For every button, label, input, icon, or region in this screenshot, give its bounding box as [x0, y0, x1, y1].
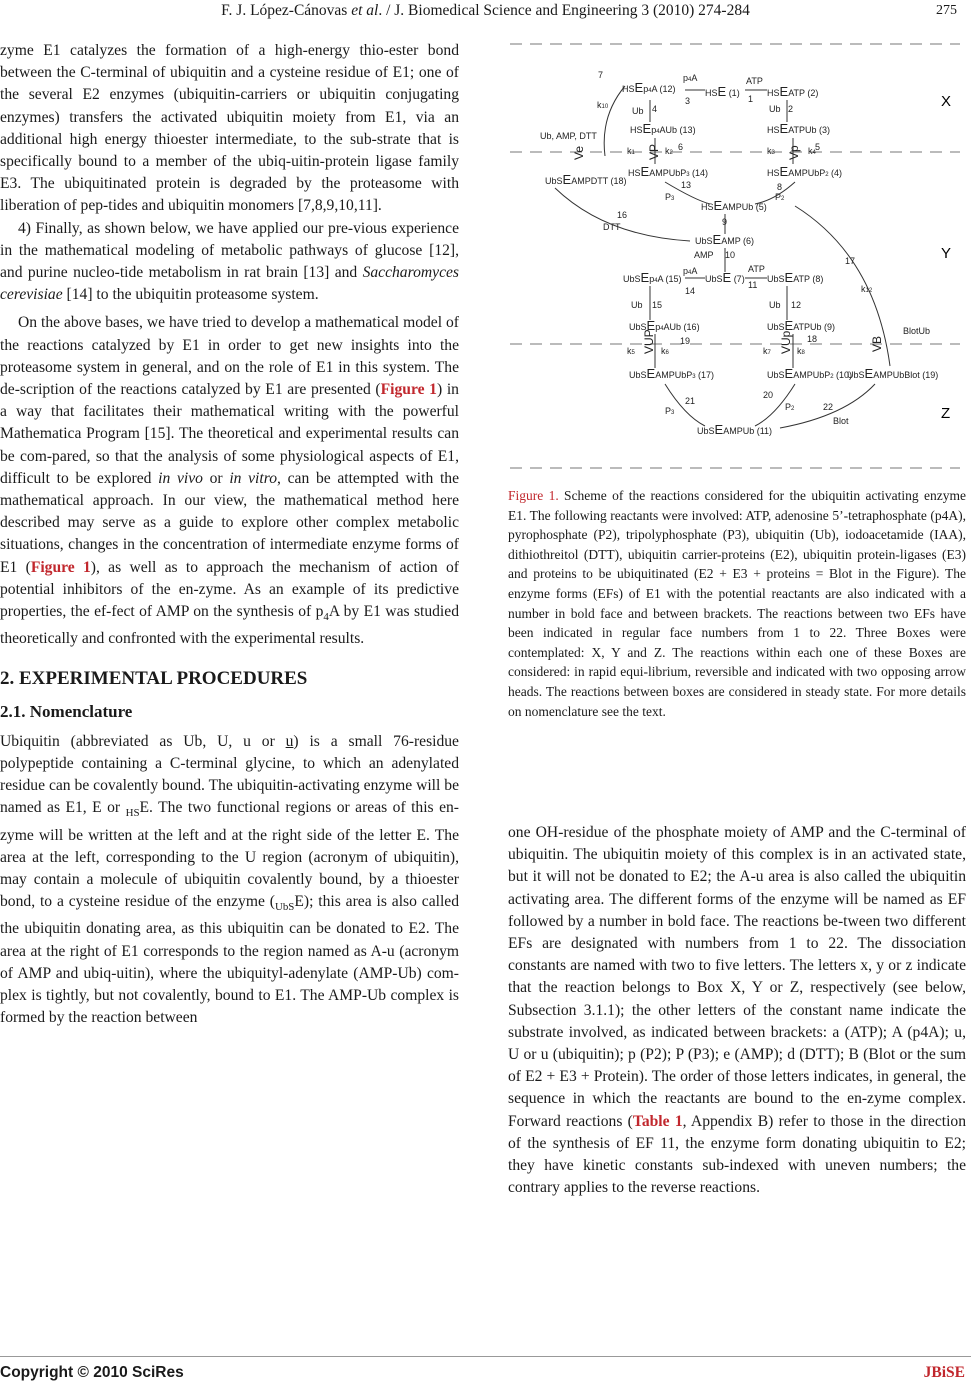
vp-label: VP [647, 143, 661, 160]
ef-13: HSEp4AUb (13) [630, 121, 696, 136]
rx-11: 11 [748, 280, 758, 290]
rx-8: 8 [777, 182, 783, 192]
rx-10: 10 [725, 250, 736, 260]
footer-copyright: Copyright © 2010 SciRes [0, 1364, 184, 1381]
rx-17: 17 [845, 256, 856, 266]
rx-12: 12 [791, 300, 802, 310]
p3-1: P3 [665, 192, 675, 202]
rx-7: 7 [598, 70, 604, 80]
ef-12: HSEp4A (12) [622, 80, 676, 95]
vup-label: VUP [642, 329, 656, 354]
rx-6: 6 [678, 142, 684, 152]
paragraph-5: one OH-residue of the phosphate moiety of AMP and the C-terminal of ubiquitin. The ubiquitin moiety of this complex is in an activated state, but it will not be donated to E2; the A-u area is also called the ubiquitin activating area. The different forms of the enzyme will be named as EF followed by a number in bold face. The reactions be-tween two different EFs are designated with numbers from 1 to 22. The dissociation constants are named with two to five letters. The letters x, y or z indicate that the reaction belongs to Box X, Y or Z, respectively (see below, Subsection 3.1.1); the other letters of the constant name indicate the substrate involved, as indicated between brackets: a (ATP); A (p4A); u, U or u (ubiquitin); p (P2); P (P3); e (AMP); d (DTT); B (Blot or the sum of E2 + E3 + Protein). The order of those letters indicates, in general, the sequence in which the reactants are bound to the en-zyme complex. Forward reactions (Table 1, Appendix B) refer to those in the direction of the synthesis of EF 11, the enzyme form donating ubiquitin to E2; they have kinetic constants sub-indexed with uneven numbers; the contrary applies to the reverse reactions. [508, 824, 967, 1197]
rx-19: 19 [680, 336, 691, 346]
ef-18: UbSEAMPDTT (18) [545, 172, 627, 187]
header-authors: F. J. López-Cánovas [221, 2, 348, 19]
arc-rx-7 [604, 86, 625, 156]
figure-1-link[interactable]: Figure 1 [380, 381, 437, 399]
k2: k2 [665, 146, 673, 156]
paragraph-4: Ubiquitin (abbreviated as Ub, U, u or u) is a small 76-residue polypeptide containing a C-terminal glycine, to which an adenylated residue can be covalently bound. The ubiquitin-activating enzyme will be named as E1, E or $_{HS}$E. The two functional regions or areas of this en-zyme will be written at the left and at the right side of the letter E. The area at the left, corresponding to the U region (acronym of ubiquitin), may contain a molecule of ubiquitin covalently bound, by a thioester bond, to a cysteine residue of the enzyme $(_{UbS}E)$; this area is also called the ubiquitin donating area, as this ubiquitin can be donated to E2. The area at the right of E1 corresponds to the region named as A-u (acronym of AMP and ubiq-uitin), where the ubiquityl-adenylate (AMP-Ub) com-plex is tightly, but not covalently, bound to E1. The AMP-Ub complex is formed by the reaction between [0, 732, 459, 1027]
rx-5: 5 [815, 142, 821, 152]
figure-1-diagram [505, 36, 965, 476]
footer [0, 1362, 971, 1386]
box-label-y: Y [941, 245, 952, 262]
p3-2: P3 [665, 406, 675, 416]
ef-10: UbSEAMPUbP2 (10) [767, 366, 853, 381]
page-number: 275 [936, 3, 957, 18]
p2-2: P2 [785, 402, 795, 412]
rx-18: 18 [807, 334, 818, 344]
figure-1-caption [508, 486, 966, 721]
ef-1: HSE (1) [705, 84, 740, 99]
k8: k8 [797, 346, 805, 356]
reactant-atp-1: ATP [746, 76, 763, 86]
ef-4: HSEAMPUbP2 (4) [767, 164, 843, 179]
p2-1: P2 [775, 192, 785, 202]
blot: Blot [833, 416, 849, 426]
ub-amp-dtt: Ub, AMP, DTT [540, 131, 597, 141]
reactant-p4a-2: p4A [683, 266, 698, 276]
ef-3: HSEATPUb (3) [767, 121, 831, 136]
rx-16: 16 [617, 210, 628, 220]
vup-label-2: VUp [779, 330, 793, 354]
rx-21: 21 [685, 396, 696, 406]
caption-label: Figure 1. [508, 488, 559, 503]
rx-1: 1 [748, 94, 754, 104]
rx-22: 22 [823, 402, 834, 412]
ef-7: UbSE (7) [705, 270, 745, 285]
ef-9: UbSEATPUb (9) [767, 318, 836, 333]
ub-1: Ub [632, 106, 644, 116]
reaction-scheme-svg [505, 36, 965, 476]
k10: k10 [597, 100, 609, 110]
rx-13: 13 [681, 180, 692, 190]
k4: k4 [808, 146, 816, 156]
ef-11: UbSEAMPUb (11) [697, 422, 773, 437]
ef-8: UbSEATP (8) [767, 270, 824, 285]
ub-3: Ub [631, 300, 643, 310]
k3: k3 [767, 146, 775, 156]
k5: k5 [627, 346, 635, 356]
ef-6: UbSEAMP (6) [695, 232, 755, 247]
box-label-z: Z [941, 405, 951, 422]
ef-19: UbSEAMPUbBlot (19) [847, 366, 939, 381]
rx-20: 20 [763, 390, 774, 400]
right-column [508, 822, 966, 1199]
scheme-labels [540, 70, 938, 437]
rx-14: 14 [685, 286, 696, 296]
paragraph-1: zyme E1 catalyzes the formation of a high-energy thio-ester bond between the C-terminal of ubiquitin and a cysteine residue of E1; one of the several E2 enzymes (ubiquitin-carriers or ubiquitin conjugating enzymes) transfers the activated ubiquitin moiety from E1, via an additional high energy thioester intermediate, to the sub-strate that is specifically bound to a member of the ubiq-uitin-protein ligase family E3. The ubiquitinated protein is degraded by the proteasome with liberation of pep-tides and ubiquitin monomers [7,8,9,10,11]. [0, 42, 459, 215]
header-etal: et al [351, 2, 379, 19]
table-1-link[interactable]: Table 1 [632, 1112, 683, 1130]
vp-label-2: Vp [787, 145, 801, 160]
rx-9: 9 [722, 217, 728, 227]
section-title: 2. EXPERIMENTAL PROCEDURES [0, 667, 308, 689]
k6: k6 [661, 346, 669, 356]
ve-label: Ve [572, 145, 586, 160]
ef-15: UbSEp4A (15) [623, 270, 682, 285]
dtt: DTT [603, 222, 621, 232]
footer-journal: JBiSE [923, 1364, 965, 1381]
subsection-title: 2.1. Nomenclature [0, 701, 133, 721]
paragraph-2: 4) Finally, as shown below, we have applied our pre-vious experience in the mathematical modeling of metabolic pathways of glucose [12], and purine nucleo-tide metabolism in rat brain [13] and Saccharomyces cerevisiae [14] to the ubiquitin proteasome system. [0, 219, 459, 304]
k7: k7 [763, 346, 771, 356]
reactant-p4a: p4A [683, 73, 698, 83]
figure-1-link-2[interactable]: Figure 1 [30, 558, 91, 576]
footer-rule [0, 1356, 971, 1357]
rx-2: 2 [788, 104, 794, 114]
ef-2: HSEATP (2) [767, 84, 819, 99]
vb-label: VB [870, 335, 884, 352]
ef-17: UbSEAMPUbP3 (17) [629, 366, 715, 381]
k12: k12 [861, 284, 873, 294]
amp-1: AMP [694, 250, 714, 260]
rx-15: 15 [652, 300, 663, 310]
caption-text: Scheme of the reactions considered for the ubiquitin activating enzyme E1. The following reactants were involved: ATP, adenosine 5’-tetraphosphate (p4A), pyrophosphate (P2), tripolyphosphate (P3), ubiquitin (Ub), iodoacetamide (IAA), dithiothreitol (DTT), ubiquitin carrier-proteins (E2), ubiquitin protein-ligases (E3) and proteins to be ubiquitinated (E2 + E3 + proteins = Blot in the Figure). The enzyme forms (EFs) of E1 with the potential reactants are also indicated with a number in bold face and between brackets. The reactions between two EFs have been indicated in regular face numbers from 1 to 22. Three Boxes were contemplated: X, Y and Z. The reactions within each one of these Boxes are considered: in rapid equi-librium, reversible and indicated with two opposing arrow heads. The reactions between boxes are considered in steady state. For more details on nomenclature see the text. [508, 488, 966, 719]
ub-2: Ub [769, 104, 781, 114]
ub-4: Ub [769, 300, 781, 310]
blotub: BlotUb [903, 326, 931, 336]
k1: k1 [627, 146, 635, 156]
reactant-atp-2: ATP [748, 264, 765, 274]
ef-14: HSEAMPUbP3 (14) [628, 164, 709, 179]
box-label-x: X [941, 93, 952, 110]
ef-5: HSEAMPUb (5) [701, 198, 767, 213]
ef-16: UbSEp4AUb (16) [629, 318, 700, 333]
header-rest: . / J. Biomedical Science and Engineering 3 (2010) 274-284 [378, 2, 750, 19]
rx-4: 4 [652, 104, 658, 114]
left-column [0, 40, 459, 1029]
running-head [0, 0, 971, 28]
paragraph-3: On the above bases, we have tried to develop a mathematical model of the reactions catalyzed by E1 in order to get new insights into the proteasome system in general, and on the role of E1 in this system. The de-scription of the reactions catalyzed by E1 are presented (Figure 1) in a way that facilitates their mathematical writing with the powerful Mathematica Program [15]. The theoretical and experimental results can be com-pared, so that the analysis of some physiological aspects of E1, difficult to be explored in vivo or in vitro, can be attempted with the mathematical approach. In our view, the mathematical method here described may serve as a guide to explore other complex metabolic situations, changes in the concentration of intermediate enzyme forms of E1 (Figure 1), as well as to approach the mechanism of action of potential inhibitors of the en-zyme. As an example of its predictive properties, the ef-fect of AMP on the synthesis of $p_4A$ by E1 was studied theoretically and confronted with the experimental results. [0, 314, 460, 648]
rx-3: 3 [685, 96, 691, 106]
